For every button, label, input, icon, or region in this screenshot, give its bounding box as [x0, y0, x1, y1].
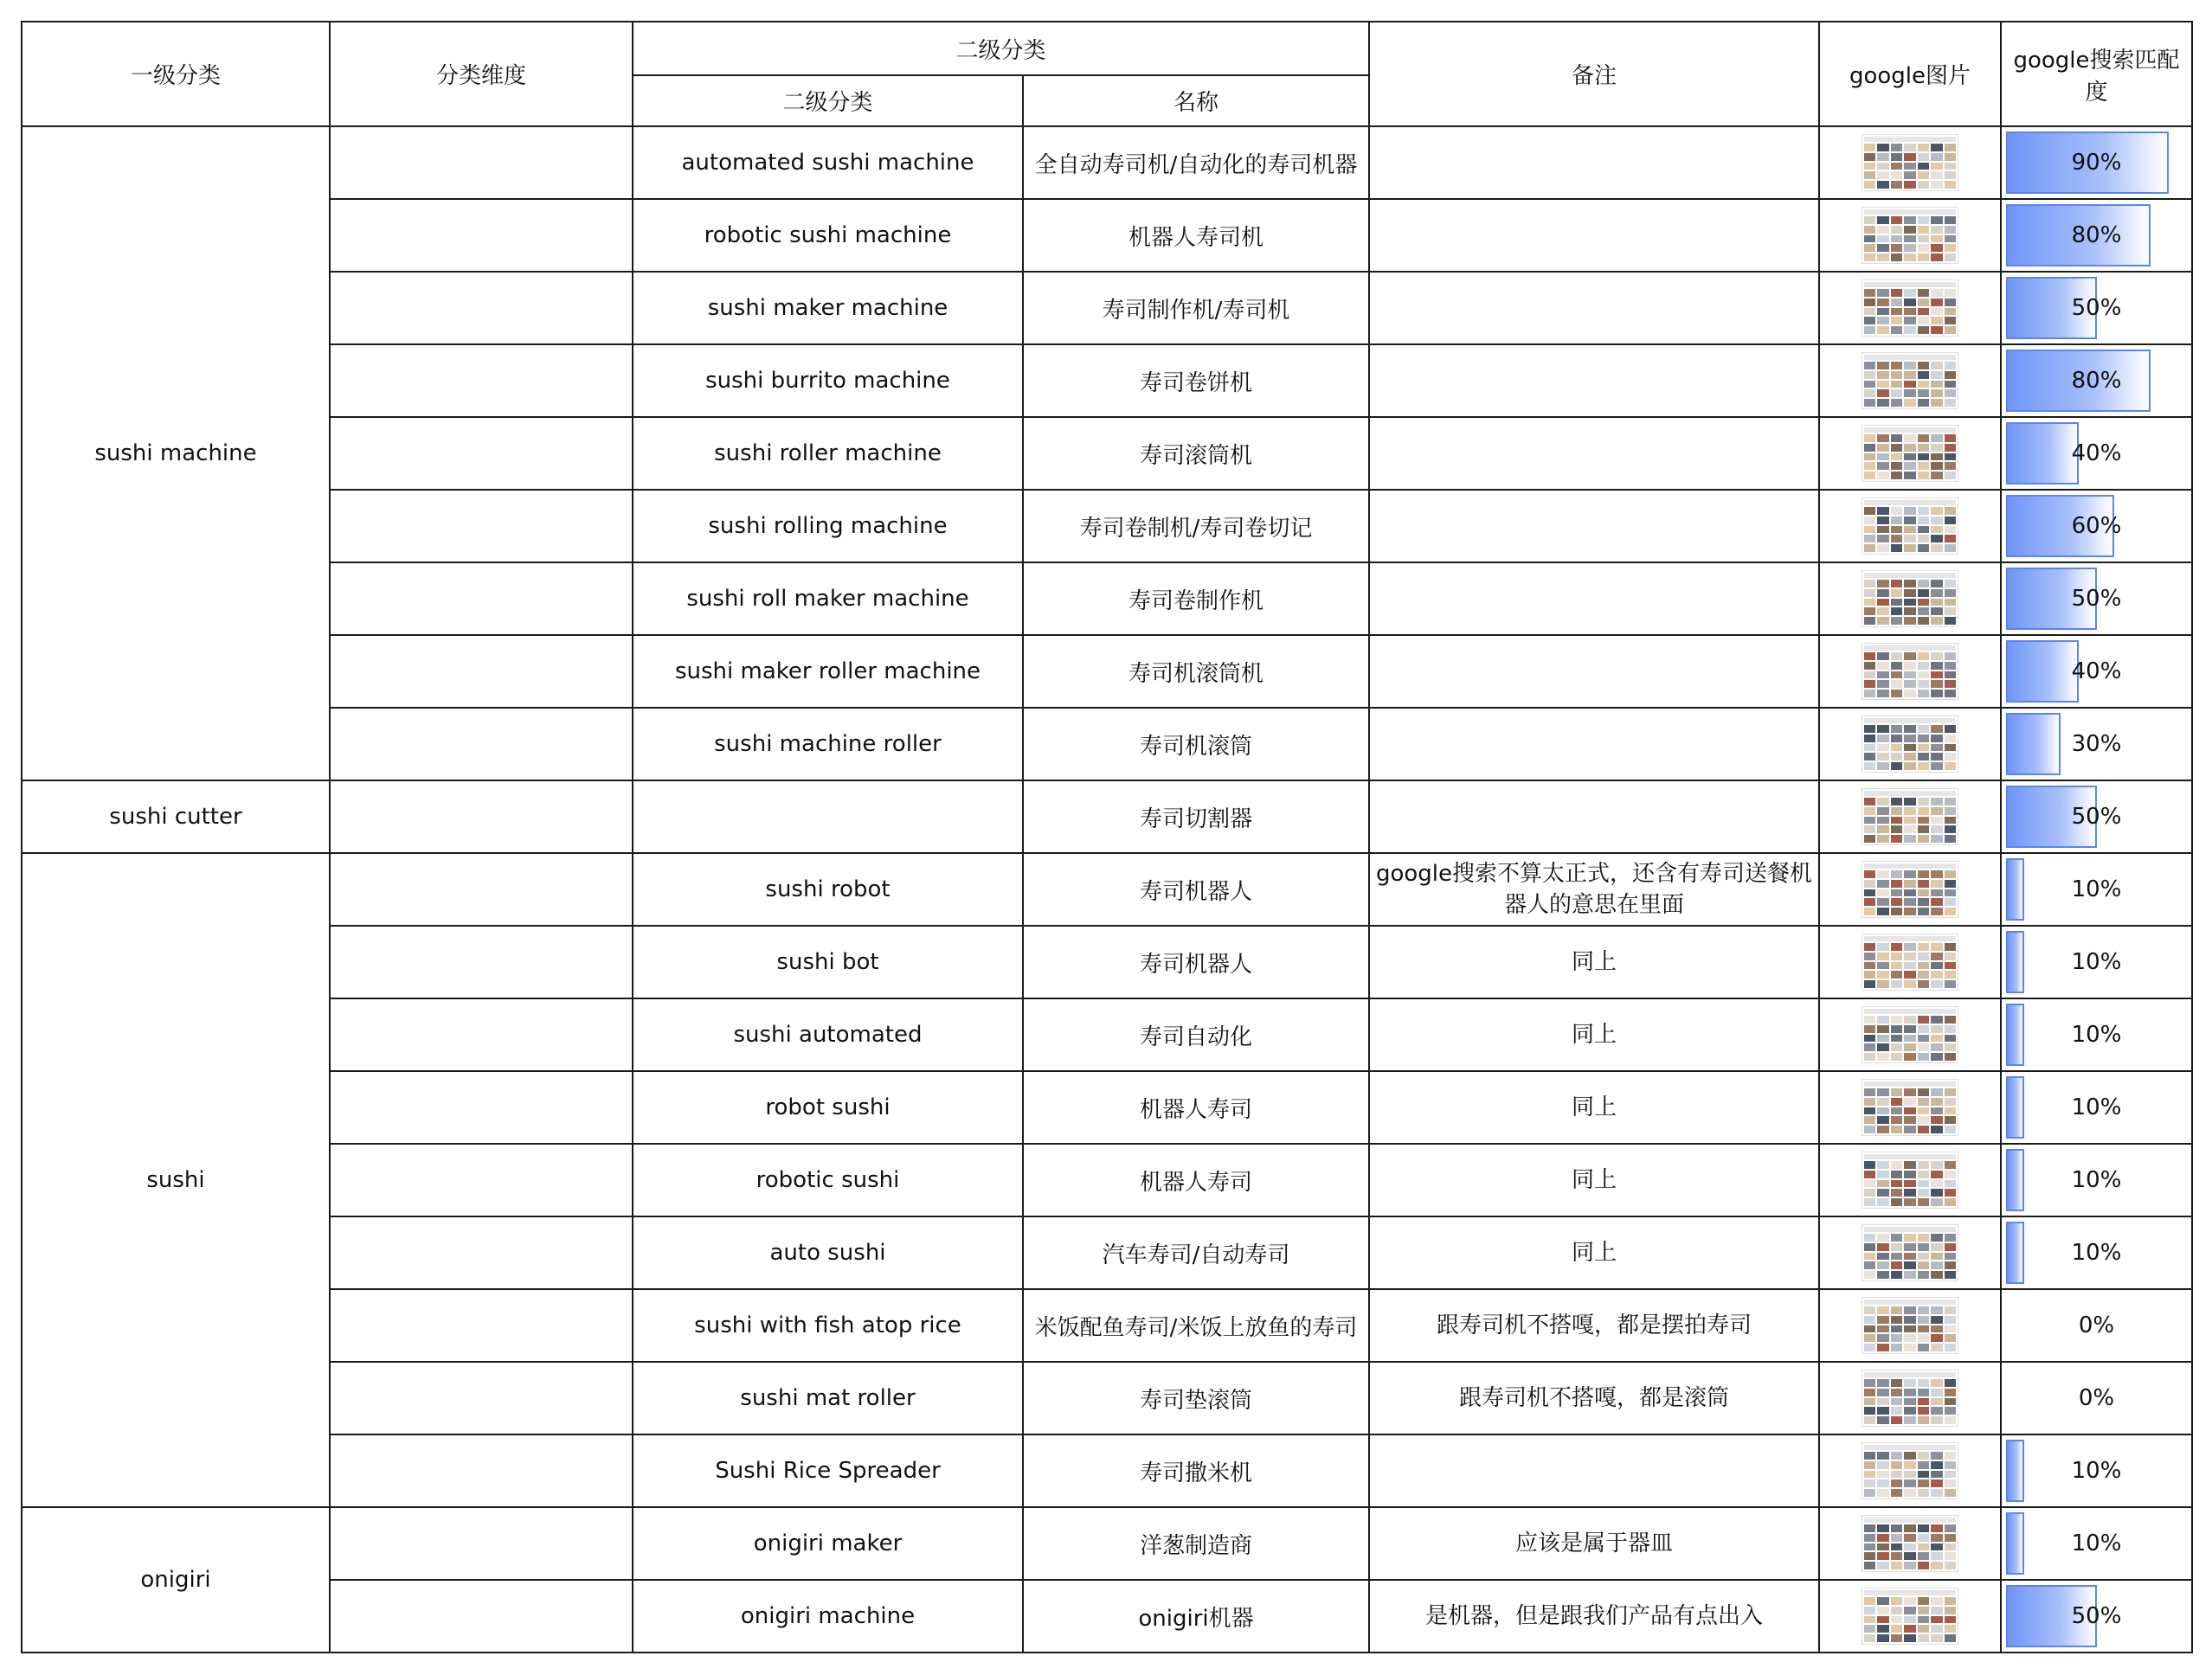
google-match-cell: [2001, 853, 2192, 926]
match-percent: 60%: [2071, 513, 2122, 539]
dimension-cell: [330, 998, 633, 1071]
table-row: [22, 1362, 2192, 1434]
google-match-cell: [2001, 1434, 2192, 1507]
google-match-cell: [2001, 1507, 2192, 1580]
remark-cell: [1369, 490, 1819, 562]
google-image-results-thumbnail-icon[interactable]: [1862, 1224, 1958, 1281]
remark-text: 是机器，但是跟我们产品有点出入: [1425, 1603, 1764, 1629]
level2-term: robot sushi: [633, 1071, 1023, 1144]
header-dimension: 分类维度: [330, 22, 633, 126]
chinese-name: 汽车寿司/自动寿司: [1023, 1216, 1369, 1289]
dimension-cell: [330, 780, 633, 853]
level2-term: sushi maker machine: [633, 272, 1023, 344]
table-row: [22, 1216, 2192, 1289]
level2-term: sushi burrito machine: [633, 344, 1023, 417]
google-match-cell: [2001, 126, 2192, 199]
chinese-name: 寿司卷制机/寿司卷切记: [1023, 490, 1369, 562]
dimension-cell: [330, 1434, 633, 1507]
google-image-results-thumbnail-icon[interactable]: [1862, 643, 1958, 700]
google-image-results-thumbnail-icon[interactable]: [1862, 1152, 1958, 1209]
match-percent: 10%: [2071, 1167, 2122, 1193]
google-match-cell: [2001, 780, 2192, 853]
dimension-cell: [330, 1071, 633, 1144]
google-image-cell: [1819, 199, 2001, 272]
google-image-cell: [1819, 126, 2001, 199]
google-image-results-thumbnail-icon[interactable]: [1862, 425, 1958, 482]
match-percent: 50%: [2071, 804, 2122, 830]
remark-text: 同上: [1572, 1240, 1617, 1266]
level2-term: sushi rolling machine: [633, 490, 1023, 562]
table-row: [22, 1507, 2192, 1580]
level1-category: sushi cutter: [22, 780, 330, 853]
google-image-results-thumbnail-icon[interactable]: [1862, 279, 1958, 337]
remark-cell: [1369, 780, 1819, 853]
google-match-cell: [2001, 1144, 2192, 1216]
dimension-cell: [330, 1507, 633, 1580]
remark-cell: [1369, 1434, 1819, 1507]
google-image-cell: [1819, 926, 2001, 998]
chinese-name: 全自动寿司机/自动化的寿司机器: [1023, 126, 1369, 199]
chinese-name: 寿司卷饼机: [1023, 344, 1369, 417]
google-image-results-thumbnail-icon[interactable]: [1862, 1370, 1958, 1427]
dimension-cell: [330, 344, 633, 417]
chinese-name: 寿司机器人: [1023, 853, 1369, 926]
header-level1: 一级分类: [22, 22, 330, 126]
google-image-results-thumbnail-icon[interactable]: [1862, 134, 1958, 191]
match-percent: 10%: [2071, 949, 2122, 975]
table-row: [22, 126, 2192, 199]
table-row: [22, 272, 2192, 344]
google-image-cell: [1819, 635, 2001, 708]
remark-cell: [1369, 1071, 1819, 1144]
google-image-cell: [1819, 1216, 2001, 1289]
chinese-name: 米饭配鱼寿司/米饭上放鱼的寿司: [1023, 1289, 1369, 1362]
match-percent: 80%: [2071, 368, 2122, 394]
keyword-table: [21, 21, 2193, 1653]
remark-cell: [1369, 344, 1819, 417]
dimension-cell: [330, 853, 633, 926]
remark-text: 同上: [1572, 1022, 1617, 1048]
google-image-cell: [1819, 344, 2001, 417]
table-row: [22, 708, 2192, 780]
level2-term: auto sushi: [633, 1216, 1023, 1289]
match-databar: [2006, 1149, 2024, 1211]
table-row: [22, 1144, 2192, 1216]
match-percent: 50%: [2071, 295, 2122, 321]
google-image-results-thumbnail-icon[interactable]: [1862, 497, 1958, 555]
google-image-results-thumbnail-icon[interactable]: [1862, 352, 1958, 409]
header-level2: 二级分类: [633, 75, 1023, 126]
table-row: [22, 1434, 2192, 1507]
match-databar: [2006, 713, 2061, 775]
dimension-cell: [330, 199, 633, 272]
google-image-results-thumbnail-icon[interactable]: [1862, 716, 1958, 773]
remark-cell: [1369, 562, 1819, 635]
remark-cell: [1369, 272, 1819, 344]
header-google-match: google搜索匹配度: [2001, 22, 2192, 126]
level2-term: sushi machine roller: [633, 708, 1023, 780]
google-image-cell: [1819, 1289, 2001, 1362]
google-match-cell: [2001, 1071, 2192, 1144]
google-image-cell: [1819, 1507, 2001, 1580]
google-match-cell: [2001, 344, 2192, 417]
match-databar: [2006, 1512, 2024, 1575]
google-image-results-thumbnail-icon[interactable]: [1862, 1442, 1958, 1499]
google-match-cell: [2001, 708, 2192, 780]
google-match-cell: [2001, 272, 2192, 344]
table-row: [22, 490, 2192, 562]
table-row: [22, 562, 2192, 635]
remark-cell: [1369, 1144, 1819, 1216]
dimension-cell: [330, 1362, 633, 1434]
google-image-results-thumbnail-icon[interactable]: [1862, 1079, 1958, 1136]
table-body: [22, 126, 2192, 1653]
table-row: [22, 1580, 2192, 1653]
match-databar: [2006, 640, 2079, 703]
chinese-name: 寿司垫滚筒: [1023, 1362, 1369, 1434]
google-match-cell: [2001, 490, 2192, 562]
google-match-cell: [2001, 1362, 2192, 1434]
dimension-cell: [330, 1580, 633, 1653]
google-match-cell: [2001, 1216, 2192, 1289]
level2-term: sushi robot: [633, 853, 1023, 926]
google-match-cell: [2001, 1580, 2192, 1653]
level2-term: robotic sushi: [633, 1144, 1023, 1216]
remark-cell: [1369, 926, 1819, 998]
remark-cell: [1369, 1216, 1819, 1289]
dimension-cell: [330, 490, 633, 562]
level2-term: automated sushi machine: [633, 126, 1023, 199]
remark-cell: [1369, 998, 1819, 1071]
google-image-cell: [1819, 490, 2001, 562]
dimension-cell: [330, 926, 633, 998]
dimension-cell: [330, 635, 633, 708]
google-match-cell: [2001, 199, 2192, 272]
chinese-name: 寿司机滚筒机: [1023, 635, 1369, 708]
google-image-cell: [1819, 1580, 2001, 1653]
dimension-cell: [330, 126, 633, 199]
match-databar: [2006, 1440, 2024, 1502]
header-level2-group: 二级分类: [633, 22, 1369, 75]
dimension-cell: [330, 1144, 633, 1216]
remark-cell: [1369, 417, 1819, 490]
google-image-cell: [1819, 780, 2001, 853]
google-match-cell: [2001, 1289, 2192, 1362]
chinese-name: 机器人寿司: [1023, 1144, 1369, 1216]
google-image-results-thumbnail-icon[interactable]: [1862, 1515, 1958, 1572]
remark-cell: [1369, 126, 1819, 199]
remark-text: 跟寿司机不搭嘎，都是摆拍寿司: [1437, 1312, 1752, 1338]
google-image-results-thumbnail-icon[interactable]: [1862, 1588, 1958, 1645]
remark-cell: [1369, 708, 1819, 780]
chinese-name: 洋葱制造商: [1023, 1507, 1369, 1580]
remark-cell: [1369, 199, 1819, 272]
google-image-cell: [1819, 272, 2001, 344]
remark-text: 同上: [1572, 1167, 1617, 1193]
google-image-cell: [1819, 853, 2001, 926]
table-row: [22, 1289, 2192, 1362]
google-image-cell: [1819, 1434, 2001, 1507]
table-row: [22, 344, 2192, 417]
match-percent: 10%: [2071, 876, 2122, 902]
google-match-cell: [2001, 562, 2192, 635]
google-image-results-thumbnail-icon[interactable]: [1862, 861, 1958, 918]
chinese-name: 寿司制作机/寿司机: [1023, 272, 1369, 344]
level2-term: Sushi Rice Spreader: [633, 1434, 1023, 1507]
header-google-image: google图片: [1819, 22, 2001, 126]
dimension-cell: [330, 1216, 633, 1289]
match-percent: 10%: [2071, 1094, 2122, 1120]
google-match-cell: [2001, 417, 2192, 490]
level1-category: onigiri: [22, 1507, 330, 1653]
match-percent: 0%: [2078, 1385, 2115, 1411]
level2-term: sushi maker roller machine: [633, 635, 1023, 708]
remark-cell: [1369, 1289, 1819, 1362]
chinese-name: 寿司撒米机: [1023, 1434, 1369, 1507]
google-image-cell: [1819, 1071, 2001, 1144]
google-image-results-thumbnail-icon[interactable]: [1862, 207, 1958, 264]
chinese-name: 寿司机器人: [1023, 926, 1369, 998]
dimension-cell: [330, 1289, 633, 1362]
google-image-results-thumbnail-icon[interactable]: [1862, 934, 1958, 991]
level1-category: sushi machine: [22, 126, 330, 780]
match-databar: [2006, 1004, 2024, 1066]
level2-term: [633, 780, 1023, 853]
match-percent: 30%: [2071, 731, 2122, 757]
table-row: [22, 635, 2192, 708]
match-databar: [2006, 422, 2079, 485]
level2-term: sushi roll maker machine: [633, 562, 1023, 635]
dimension-cell: [330, 417, 633, 490]
google-image-cell: [1819, 417, 2001, 490]
google-match-cell: [2001, 998, 2192, 1071]
level2-term: onigiri machine: [633, 1580, 1023, 1653]
match-percent: 90%: [2071, 150, 2122, 176]
table-row: [22, 853, 2192, 926]
level1-category: sushi: [22, 853, 330, 1507]
chinese-name: 寿司滚筒机: [1023, 417, 1369, 490]
dimension-cell: [330, 562, 633, 635]
match-percent: 50%: [2071, 1603, 2122, 1629]
match-percent: 10%: [2071, 1458, 2122, 1484]
match-databar: [2006, 1222, 2024, 1284]
google-image-cell: [1819, 1144, 2001, 1216]
match-databar: [2006, 858, 2024, 921]
match-databar: [2006, 1076, 2024, 1139]
google-image-results-thumbnail-icon[interactable]: [1862, 1297, 1958, 1354]
remark-text: 同上: [1572, 949, 1617, 975]
level2-term: onigiri maker: [633, 1507, 1023, 1580]
match-percent: 10%: [2071, 1240, 2122, 1266]
chinese-name: 寿司切割器: [1023, 780, 1369, 853]
remark-cell: [1369, 1507, 1819, 1580]
header-name: 名称: [1023, 75, 1369, 126]
match-percent: 80%: [2071, 222, 2122, 248]
remark-text: 同上: [1572, 1094, 1617, 1120]
remark-cell: [1369, 1580, 1819, 1653]
level2-term: sushi automated: [633, 998, 1023, 1071]
match-databar: [2006, 931, 2024, 993]
match-percent: 50%: [2071, 586, 2122, 612]
chinese-name: onigiri机器: [1023, 1580, 1369, 1653]
remark-cell: [1369, 1362, 1819, 1434]
table-row: [22, 926, 2192, 998]
chinese-name: 寿司机滚筒: [1023, 708, 1369, 780]
google-image-cell: [1819, 1362, 2001, 1434]
remark-text: 应该是属于器皿: [1515, 1531, 1674, 1556]
match-percent: 10%: [2071, 1531, 2122, 1556]
match-percent: 40%: [2071, 440, 2122, 466]
level2-term: robotic sushi machine: [633, 199, 1023, 272]
google-image-results-thumbnail-icon[interactable]: [1862, 788, 1958, 845]
google-image-results-thumbnail-icon[interactable]: [1862, 570, 1958, 627]
remark-cell: [1369, 635, 1819, 708]
chinese-name: 寿司卷制作机: [1023, 562, 1369, 635]
dimension-cell: [330, 272, 633, 344]
remark-text: google搜索不算太正式，还含有寿司送餐机器人的意思在里面: [1375, 861, 1813, 918]
google-image-cell: [1819, 562, 2001, 635]
remark-cell: [1369, 853, 1819, 926]
chinese-name: 机器人寿司: [1023, 1071, 1369, 1144]
table-row: [22, 199, 2192, 272]
google-image-results-thumbnail-icon[interactable]: [1862, 1006, 1958, 1063]
chinese-name: 机器人寿司机: [1023, 199, 1369, 272]
google-image-cell: [1819, 708, 2001, 780]
table-row: [22, 417, 2192, 490]
match-percent: 40%: [2071, 658, 2122, 684]
level2-term: sushi mat roller: [633, 1362, 1023, 1434]
level2-term: sushi with fish atop rice: [633, 1289, 1023, 1362]
match-percent: 10%: [2071, 1022, 2122, 1048]
table-row: [22, 780, 2192, 853]
level2-term: sushi bot: [633, 926, 1023, 998]
remark-text: 跟寿司机不搭嘎，都是滚筒: [1459, 1385, 1730, 1411]
google-match-cell: [2001, 926, 2192, 998]
chinese-name: 寿司自动化: [1023, 998, 1369, 1071]
dimension-cell: [330, 708, 633, 780]
header-remark: 备注: [1369, 22, 1819, 126]
match-percent: 0%: [2078, 1312, 2115, 1338]
google-match-cell: [2001, 635, 2192, 708]
table-row: [22, 1071, 2192, 1144]
google-image-cell: [1819, 998, 2001, 1071]
level2-term: sushi roller machine: [633, 417, 1023, 490]
table-row: [22, 998, 2192, 1071]
